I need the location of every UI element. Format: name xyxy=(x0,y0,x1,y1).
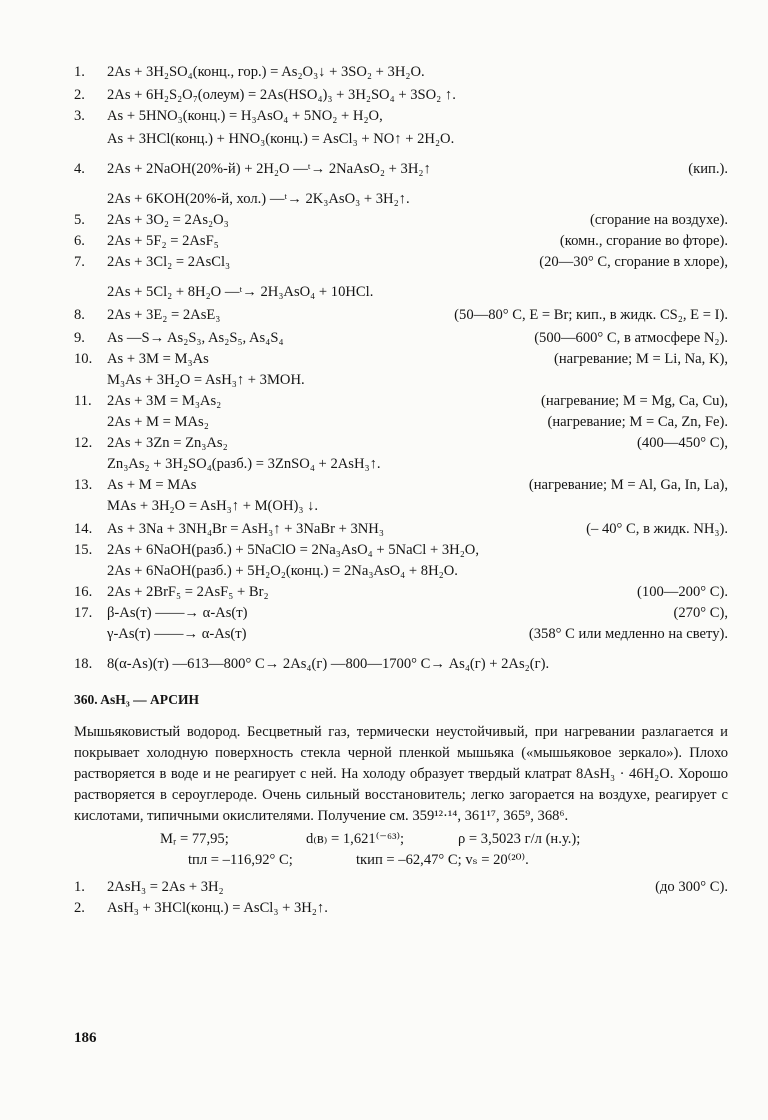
reaction-line: 7. 2As + 3Cl₂ = 2AsCl₃ (20—30° С, сгорание в хлоре), xyxy=(74,254,728,270)
reaction-line: 3. As + 5HNO₃(конц.) = H₃AsO₄ + 5NO₂ + H₂O, xyxy=(74,108,383,124)
reaction-line: M₃As + 3H₂O = AsH₃↑ + 3MOH. xyxy=(107,372,305,388)
reaction-line: As + 3HCl(конц.) + HNO₃(конц.) = AsCl₃ + NO↑ + 2H₂O. xyxy=(107,131,455,147)
reaction-line: 2As + 5Cl₂ + 8H₂O ―ᵗ→ 2H₃AsO₄ + 10HCl. xyxy=(107,284,374,300)
molar-mass: Mᵣ = 77,95; xyxy=(160,831,229,847)
reaction-line: 2As + 6NaOH(разб.) + 5H₂O₂(конц.) = 2Na₃AsO₄ + 8H₂O. xyxy=(107,563,458,579)
reaction-line: Zn₃As₂ + 3H₂SO₄(разб.) = 3ZnSO₄ + 2AsH₃↑. xyxy=(107,456,381,472)
physical-constants-line-2 xyxy=(74,850,728,871)
reaction-line: 12. 2As + 3Zn = Zn₃As₂ (400—450° С), xyxy=(74,435,728,451)
reaction-line: 9. As ―S→ As₂S₃, As₂S₅, As₄S₄ (500—600° С, в атмосфере N₂). xyxy=(74,330,728,346)
reaction-line: 2As + M = MAs₂ (нагревание; M = Ca, Zn, Fe). xyxy=(107,414,728,430)
reaction-line: 18. 8(α-As)(т) ―613—800° С→ 2As₄(г) ―800—1700° С→ As₄(г) + 2As₂(г). xyxy=(74,656,550,672)
reaction-line: γ-As(т) ――→ α-As(т) (358° С или медленно на свету). xyxy=(107,626,728,642)
reaction-line: 6. 2As + 5F₂ = 2AsF₅ (комн., сгорание во фторе). xyxy=(74,233,728,249)
reactions-list-arsenic xyxy=(74,62,728,675)
reaction-line: 17. β-As(т) ――→ α-As(т) (270° С), xyxy=(74,605,728,621)
reaction-line: 2. 2As + 6H₂S₂O₇(олеум) = 2As(HSO₄)₃ + 3H₂SO₄ + 3SO₂ ↑. xyxy=(74,87,456,103)
reaction-line: 5. 2As + 3O₂ = 2As₂O₃ (сгорание на воздухе). xyxy=(74,212,728,228)
reaction-line: 1. 2As + 3H₂SO₄(конц., гор.) = As₂O₃↓ + 3SO₂ + 3H₂O. xyxy=(74,64,425,80)
section-heading: 360. AsH₃ — АРСИН xyxy=(74,692,199,707)
reaction-line: 16. 2As + 2BrF₅ = 2AsF₅ + Br₂ (100—200° С). xyxy=(74,584,728,600)
reaction-line: 10. As + 3M = M₃As (нагревание; M = Li, Na, K), xyxy=(74,351,728,367)
reaction-line: MAs + 3H₂O = AsH₃↑ + M(OH)₃ ↓. xyxy=(107,498,319,514)
reaction-line: 2As + 6KOH(20%-й, хол.) ―ᵗ→ 2K₃AsO₃ + 3H₂↑. xyxy=(107,191,410,207)
page-number: 186 xyxy=(74,1030,97,1046)
reaction-line: 8. 2As + 3E₂ = 2AsE₃ (50—80° С, E = Br; кип., в жидк. CS₂, E = I). xyxy=(74,307,728,323)
reaction-line: 1. 2AsH₃ = 2As + 3H₂ (до 300° С). xyxy=(74,879,728,895)
boiling-point: tкип = –62,47° С; vₛ = 20⁽²⁰⁾. xyxy=(356,852,529,868)
reaction-line: 4. 2As + 2NaOH(20%-й) + 2H₂O ―ᵗ→ 2NaAsO₂ + 3H₂↑ (кип.). xyxy=(74,161,728,177)
melting-point: tпл = –116,92° С; xyxy=(188,852,293,868)
density: ρ = 3,5023 г/л (н.у.); xyxy=(458,831,581,847)
reactions-list-arsine xyxy=(74,877,728,919)
reaction-line: 2. AsH₃ + 3HCl(конц.) = AsCl₃ + 3H₂↑. xyxy=(74,900,328,916)
section-paragraph: Мышьяковистый водород. Бесцветный газ, термически неустойчивый, при нагревании разлагается и покрывает холодную поверхность стекла черной пленкой мышьяка («мышьяковое зеркало»). Плохо растворяется в воде и не реагирует с ней. На холоду образует твердый клатрат 8AsH₃ · 46H₂O. Хорошо растворяется в сероуглероде. Очень сильный восстановитель; легко загорается на воздухе, реагирует с кислотами, типичными окислителями. Получение см. 359¹²·¹⁴, 361¹⁷, 365⁹, 368⁶. xyxy=(74,724,728,824)
relative-density: d₍в₎ = 1,621⁽⁻⁶³⁾; xyxy=(306,831,405,847)
physical-constants-line-1 xyxy=(74,829,728,850)
page-content xyxy=(74,62,728,919)
reaction-line: 11. 2As + 3M = M₃As₂ (нагревание; M = Mg, Ca, Cu), xyxy=(74,393,728,409)
reaction-line: 13. As + M = MAs (нагревание; M = Al, Ga, In, La), xyxy=(74,477,728,493)
reaction-line: 15. 2As + 6NaOH(разб.) + 5NaClO = 2Na₃AsO₄ + 5NaCl + 3H₂O, xyxy=(74,542,479,558)
reaction-line: 14. As + 3Na + 3NH₄Br = AsH₃↑ + 3NaBr + 3NH₃ (– 40° С, в жидк. NH₃). xyxy=(74,521,728,537)
